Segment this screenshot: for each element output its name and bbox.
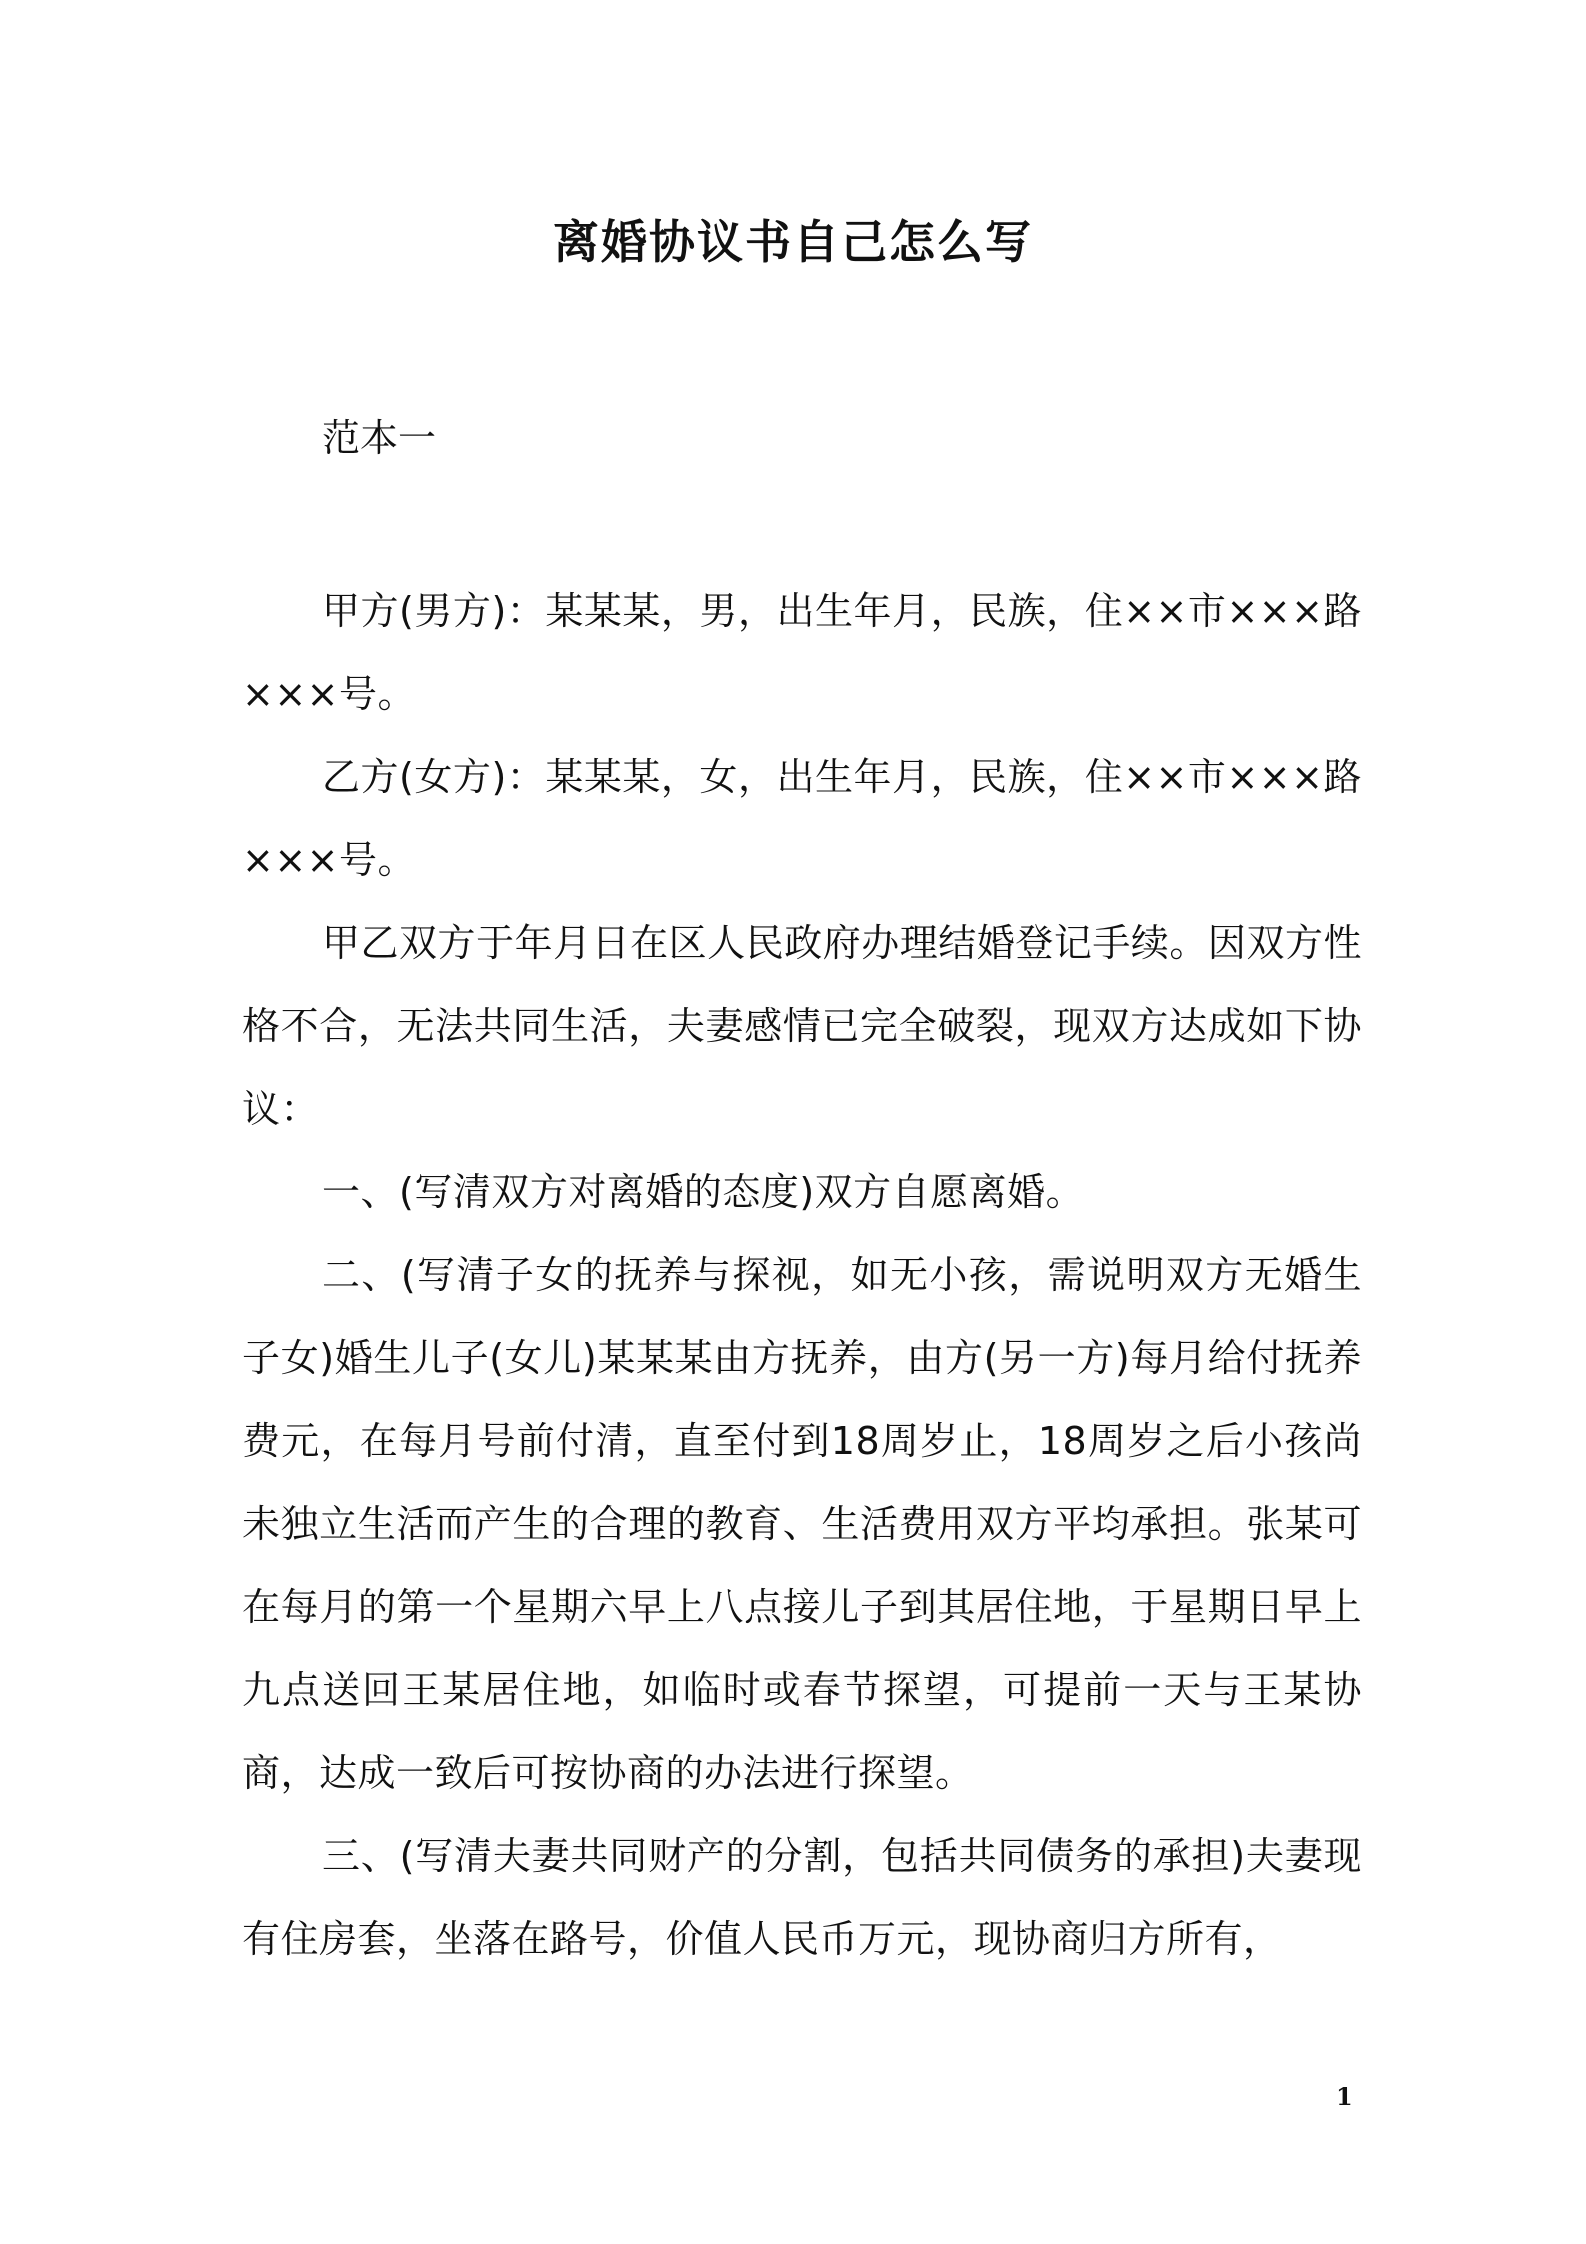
agreement-intro-paragraph: 甲乙双方于年月日在区人民政府办理结婚登记手续。因双方性格不合，无法共同生活，夫妻感情已完全破裂，现双方达成如下协议： [242,921,1362,1131]
section-label: 范本一 [322,416,437,460]
party-b-paragraph: 乙方(女方)：某某某，女，出生年月，民族，住××市×××路×××号。 [242,755,1362,882]
party-a-paragraph: 甲方(男方)：某某某，男，出生年月，民族，住××市×××路×××号。 [242,589,1362,716]
clause-1-paragraph: 一、(写清双方对离婚的态度)双方自愿离婚。 [322,1170,1085,1214]
clause-3-paragraph: 三、(写清夫妻共同财产的分割，包括共同债务的承担)夫妻现有住房套，坐落在路号，价值人民币万元，现协商归方所有， [242,1834,1362,1961]
page-number: 1 [1336,2082,1353,2111]
document-body [242,570,1362,1981]
clause-2-paragraph: 二、(写清子女的抚养与探视，如无小孩，需说明双方无婚生子女)婚生儿子(女儿)某某某由方抚养，由方(另一方)每月给付抚养费元，在每月号前付清，直至付到18周岁止，18周岁之后小孩尚未独立生活而产生的合理的教育、生活费用双方平均承担。张某可在每月的第一个星期六早上八点接儿子到其居住地，于星期日早上九点送回王某居住地，如临时或春节探望，可提前一天与王某协商，达成一致后可按协商的办法进行探望。 [242,1253,1362,1795]
document-title: 离婚协议书自己怎么写 [553,215,1033,269]
